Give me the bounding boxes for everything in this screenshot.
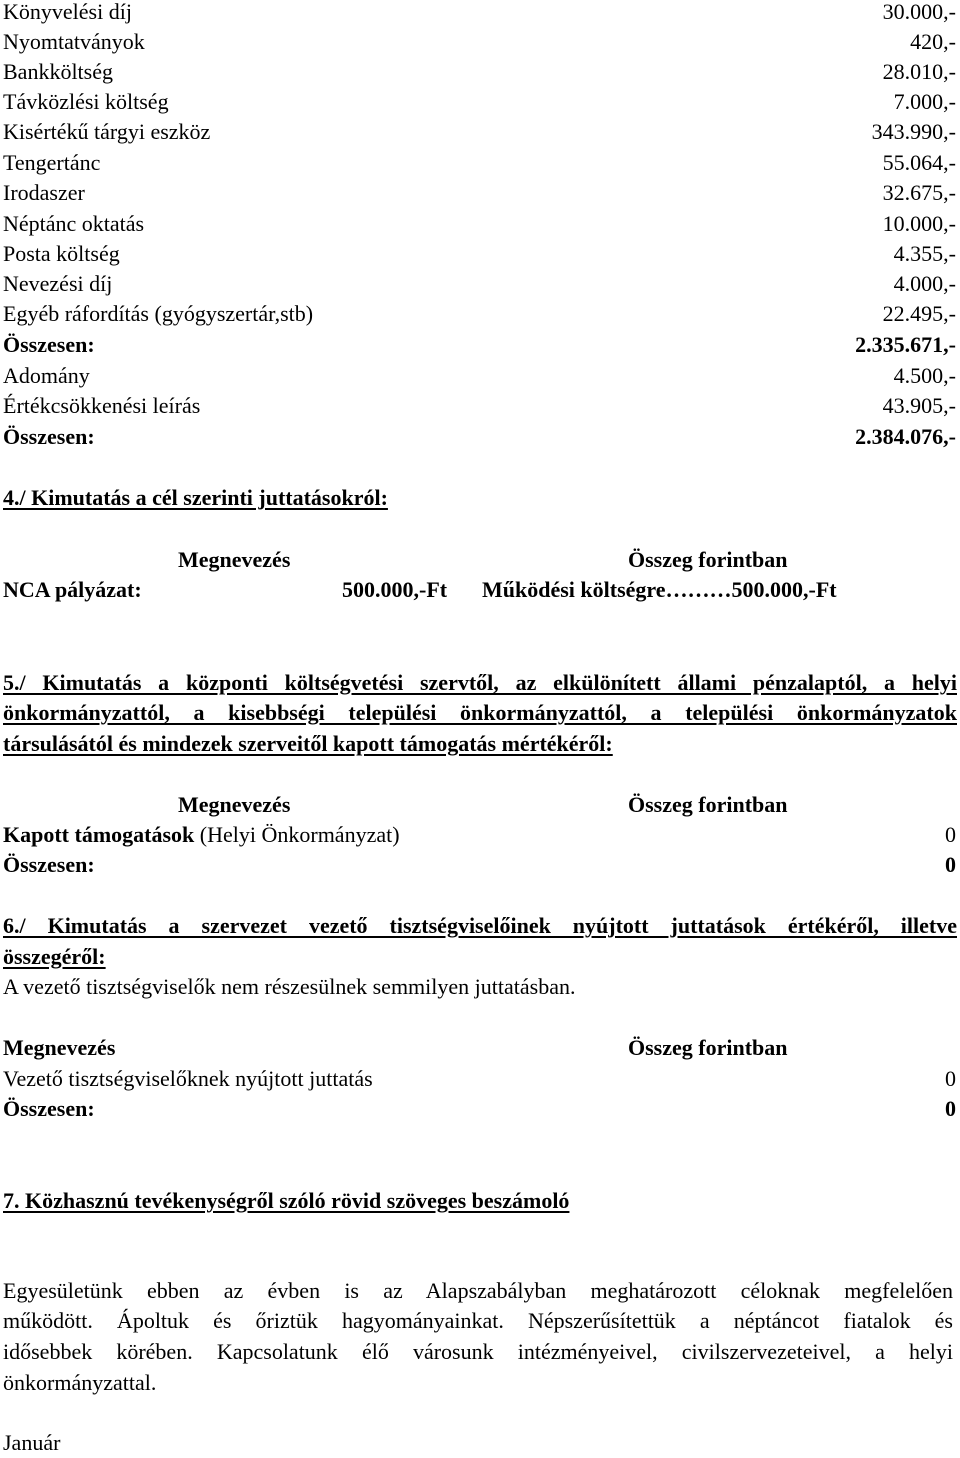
- expense-label: Egyéb ráfordítás (gyógyszertár,stb): [3, 301, 314, 326]
- expense-label: Posta költség: [3, 241, 120, 266]
- expense-amount: 55.064,-: [882, 150, 956, 175]
- section5-col-name: Megnevezés: [178, 792, 291, 817]
- section5-heading-line3: társulásától és mindezek szerveitől kapott támogatás mértékéről:: [3, 731, 613, 756]
- section6-row-label: Vezető tisztségviselőknek nyújtott juttatás: [3, 1066, 373, 1091]
- extra-amount: 43.905,-: [882, 393, 956, 418]
- section6-heading-line1: 6./ Kimutatás a szervezet vezető tisztségviselőinek nyújtott juttatások értékéről, illetve: [3, 913, 957, 938]
- expense-amount: 10.000,-: [882, 211, 956, 236]
- section5-total-amount: 0: [945, 852, 956, 877]
- section4-row-purpose: Működési költségre………500.000,-Ft: [482, 577, 837, 602]
- extra-label: Értékcsökkenési leírás: [3, 393, 201, 418]
- extra-amount: 4.500,-: [893, 363, 956, 388]
- expense-amount: 30.000,-: [882, 0, 956, 24]
- subtotal-amount: 2.335.671,-: [855, 332, 956, 357]
- section4-row-amount: 500.000,-Ft: [342, 577, 448, 602]
- expense-amount: 7.000,-: [893, 89, 956, 114]
- expense-label: Néptánc oktatás: [3, 211, 145, 236]
- section6-heading-line2: összegéről:: [3, 944, 106, 969]
- section7-paragraph-line: Egyesületünk ebben az évben is az Alapszabályban meghatározott céloknak megfelelően: [3, 1278, 953, 1303]
- section6-note: A vezető tisztségviselők nem részesülnek semmilyen juttatásban.: [3, 974, 576, 999]
- section5-row-amount: 0: [945, 822, 956, 847]
- expense-label: Nyomtatványok: [3, 29, 145, 54]
- expense-amount: 22.495,-: [882, 301, 956, 326]
- expense-label: Bankköltség: [3, 59, 113, 84]
- section5-heading-line1: 5./ Kimutatás a központi költségvetési szervtől, az elkülönített állami pénzalaptól, a helyi: [3, 670, 957, 695]
- section6-row-amount: 0: [945, 1066, 956, 1091]
- section5-row-label: [3, 820, 400, 850]
- section4-row-label: NCA pályázat:: [3, 577, 142, 602]
- expense-amount: 4.355,-: [893, 241, 956, 266]
- section5-heading-line2: önkormányzattól, a kisebbségi települési önkormányzattól, a települési önkormányzatok: [3, 700, 957, 725]
- section4-col-amount: Összeg forintban: [628, 547, 788, 572]
- expense-amount: 343.990,-: [871, 119, 956, 144]
- section5-row-label-rest: (Helyi Önkormányzat): [194, 822, 400, 847]
- expense-amount: 28.010,-: [882, 59, 956, 84]
- footer-text: Január: [3, 1430, 61, 1455]
- section6-total-label: Összesen:: [3, 1096, 95, 1121]
- section7-paragraph-line: működött. Ápoltuk és őriztük hagyományainkat. Népszerűsítettük a néptáncot fiatalok és: [3, 1308, 953, 1333]
- section6-col-name: Megnevezés: [3, 1035, 116, 1060]
- expense-amount: 4.000,-: [893, 271, 956, 296]
- expense-label: Könyvelési díj: [3, 0, 132, 24]
- section5-col-amount: Összeg forintban: [628, 792, 788, 817]
- expense-amount: 420,-: [910, 29, 956, 54]
- total-label: Összesen:: [3, 424, 95, 449]
- subtotal-label: Összesen:: [3, 332, 95, 357]
- section5-total-label: Összesen:: [3, 852, 95, 877]
- section5-row-label-bold: Kapott támogatások: [3, 822, 195, 847]
- section4-col-name: Megnevezés: [178, 547, 291, 572]
- section4-heading: 4./ Kimutatás a cél szerinti juttatásokról:: [3, 485, 388, 510]
- section6-total-amount: 0: [945, 1096, 956, 1121]
- section7-heading: 7. Közhasznú tevékenységről szóló rövid szöveges beszámoló: [3, 1188, 570, 1213]
- expense-label: Nevezési díj: [3, 271, 113, 296]
- total-amount: 2.384.076,-: [855, 424, 956, 449]
- expense-label: Irodaszer: [3, 180, 85, 205]
- expense-label: Tengertánc: [3, 150, 101, 175]
- extra-label: Adomány: [3, 363, 90, 388]
- expense-label: Kisértékű tárgyi eszköz: [3, 119, 211, 144]
- section7-paragraph-line: önkormányzattal.: [3, 1370, 157, 1395]
- expense-label: Távközlési költség: [3, 89, 169, 114]
- section7-paragraph-line: idősebbek körében. Kapcsolatunk élő városunk intézményeivel, civilszervezeteivel, a helyi: [3, 1339, 953, 1364]
- expense-amount: 32.675,-: [882, 180, 956, 205]
- section6-col-amount: Összeg forintban: [628, 1035, 788, 1060]
